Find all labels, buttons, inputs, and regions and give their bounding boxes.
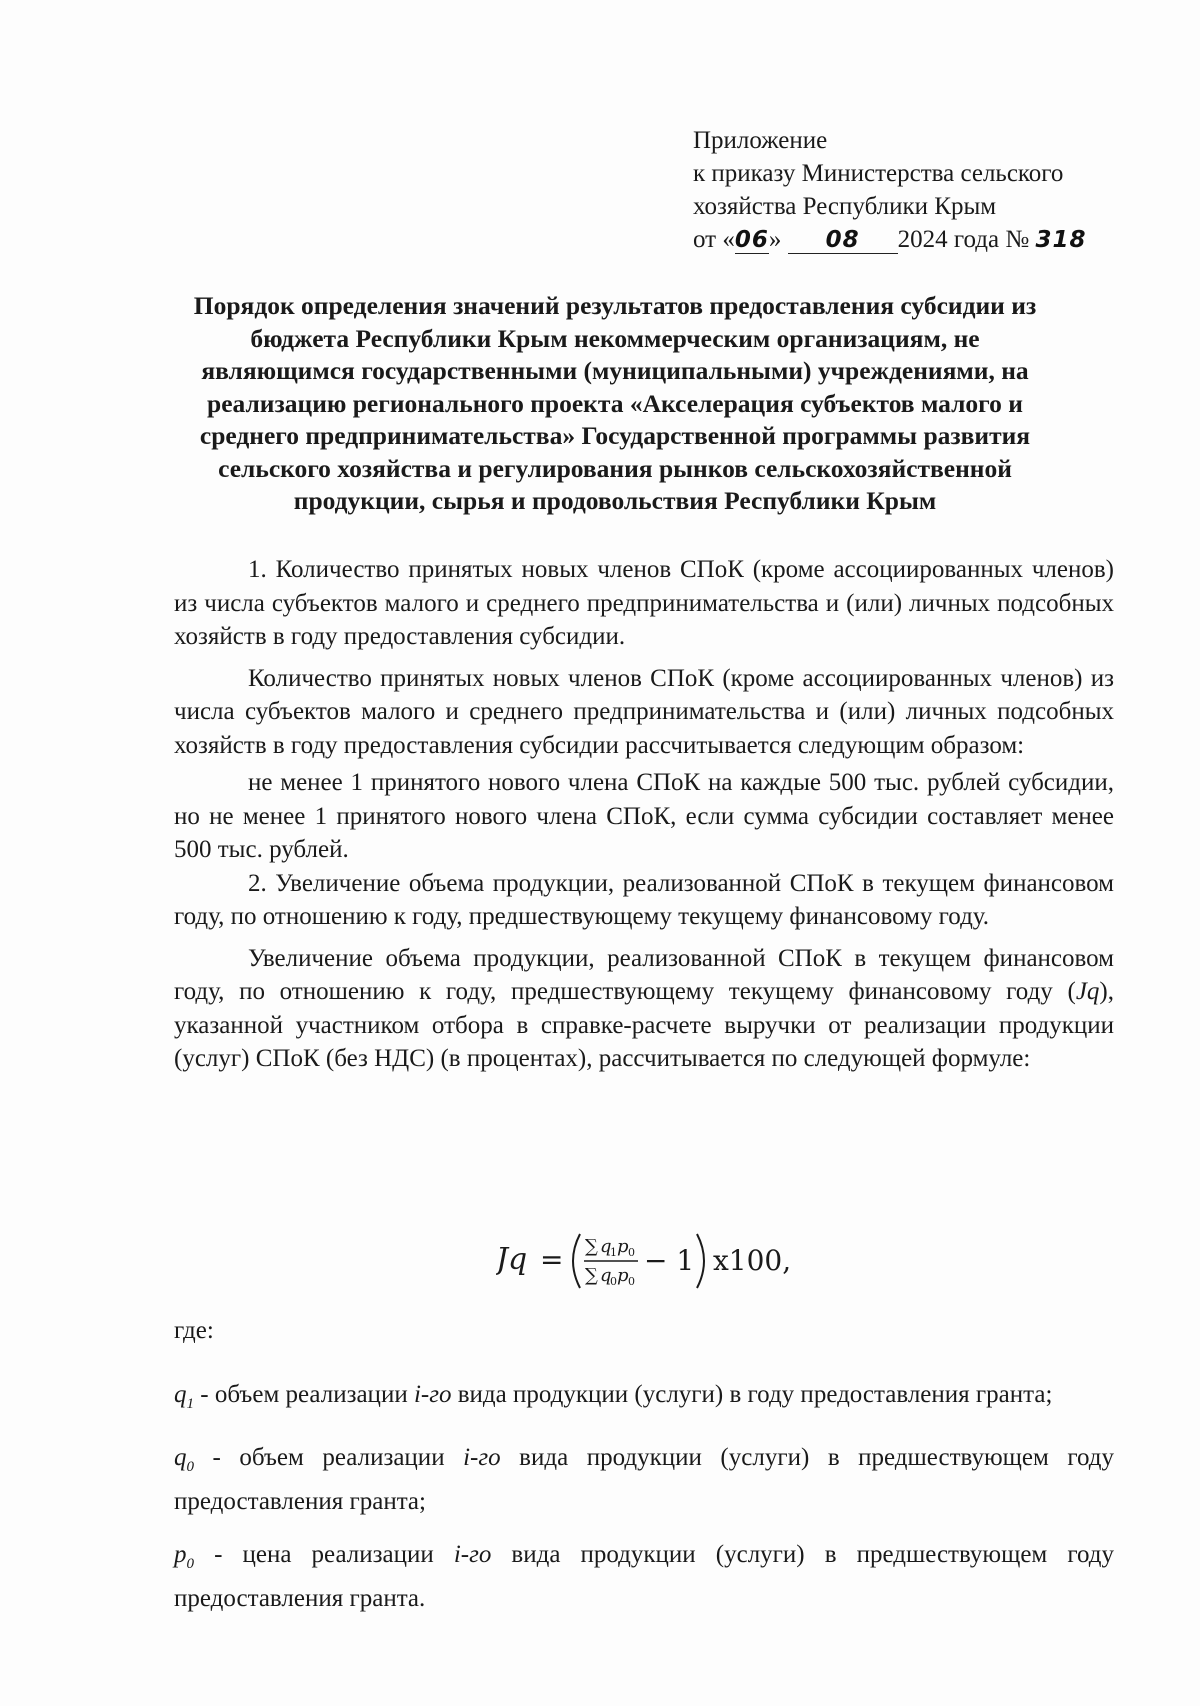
- definitions-block: [174, 1314, 1114, 1615]
- q0-letter: q: [174, 1444, 187, 1471]
- formula-num-q-sub: 1: [610, 1246, 617, 1259]
- order-number-handwritten: 318: [1035, 227, 1087, 253]
- order-date-line: [693, 223, 1086, 257]
- q0-symbol: [174, 1444, 194, 1475]
- order-reference-line: к приказу Министерства сельского: [693, 160, 1064, 187]
- title-line: реализацию регионального проекта «Акселерация субъектов малого и: [207, 388, 1023, 418]
- definition-q0: [174, 1441, 1114, 1518]
- formula-times-100: x100,: [713, 1244, 792, 1277]
- paragraph-5: [174, 942, 1114, 1076]
- definition-q1: [174, 1378, 1114, 1422]
- document-title: [150, 290, 1080, 518]
- jq-formula: [496, 1228, 836, 1294]
- formula-num-q: q: [600, 1236, 612, 1257]
- ministry-line: хозяйства Республики Крым: [693, 193, 997, 220]
- title-line: являющимся государственными (муниципальными) учреждениями, на: [201, 356, 1029, 385]
- title-line: среднего предпринимательства» Государственной программы развития: [199, 421, 1031, 450]
- q1-subscript: 1: [186, 1395, 194, 1412]
- paragraph-4: 2. Увеличение объема продукции, реализованной СПоК в текущем финансовом году, по отношению к году, предшествующему текущему финансовому году.: [174, 869, 1114, 930]
- p0-text-b: вида продукции (услуги) в предшествующем году предоставления гранта.: [174, 1541, 1114, 1612]
- q1-text-b: вида продукции (услуги) в году предоставления гранта;: [451, 1380, 1053, 1408]
- formula-num-sigma: ∑: [585, 1236, 598, 1257]
- q0-text-b: вида продукции (услуги) в предшествующем году предоставления гранта;: [174, 1444, 1114, 1515]
- date-month-handwritten: 08: [825, 227, 860, 253]
- paragraph-1: 1. Количество принятых новых членов СПоК (кроме ассоциированных членов) из числа субъектов малого и среднего предпринимательства и (или) личных подсобных хозяйств в году предоставления субсидии.: [174, 556, 1114, 650]
- p0-subscript: 0: [186, 1556, 194, 1572]
- document-body: [174, 553, 1114, 1076]
- paragraph-5-text-a: Увеличение объема продукции, реализованной СПоК в текущем финансовом году, по отношению к году, предшествующему текущему финансовому году (: [174, 944, 1114, 1005]
- formula-den-q-sub: 0: [610, 1275, 617, 1288]
- q1-letter: q: [174, 1380, 187, 1408]
- date-year-text: 2024 года №: [897, 226, 1030, 253]
- formula-block: [0, 1228, 1200, 1294]
- p0-symbol: [174, 1541, 194, 1572]
- title-line: сельского хозяйства и регулирования рынков сельскохозяйственной: [218, 453, 1012, 483]
- formula-num-p: p: [617, 1236, 629, 1257]
- date-prefix: от «: [693, 226, 735, 253]
- appendix-header: [693, 124, 1086, 257]
- p0-text-a: - цена реализации: [194, 1541, 454, 1568]
- formula-num-p-sub: 0: [628, 1246, 635, 1259]
- title-line: бюджета Республики Крым некоммерческим организациям, не: [250, 323, 980, 353]
- q1-index: i-го: [413, 1380, 452, 1408]
- formula-left-paren: [573, 1234, 580, 1288]
- date-close-quote: »: [768, 226, 782, 253]
- formula-den-sigma: ∑: [585, 1265, 598, 1286]
- formula-minus-one: − 1: [644, 1244, 695, 1277]
- paragraph-5-text-b: ), указанной участником отбора в справке-расчете выручки от реализации продукции (услуг) СПоК (без НДС) (в процентах), рассчитывается по следующей формуле:: [174, 978, 1114, 1072]
- formula-den-q: q: [600, 1265, 612, 1286]
- date-month-field: [788, 227, 898, 254]
- q0-subscript: 0: [186, 1459, 194, 1475]
- appendix-label: Приложение: [693, 127, 828, 154]
- q1-symbol: [174, 1380, 194, 1412]
- p0-letter: p: [174, 1541, 187, 1568]
- paragraph-2: Количество принятых новых членов СПоК (кроме ассоциированных членов) из числа субъектов малого и среднего предпринимательства и (или) личных подсобных хозяйств в году предоставления субсидии рассчитывается следующим образом:: [174, 664, 1114, 759]
- q0-text-a: - объем реализации: [194, 1444, 464, 1471]
- q0-index: i-го: [463, 1444, 501, 1471]
- title-line: продукции, сырья и продовольствия Республики Крым: [293, 486, 937, 515]
- title-line: Порядок определения значений результатов предоставления субсидии из: [193, 291, 1037, 320]
- q1-text-a: - объем реализации: [194, 1380, 414, 1408]
- date-day-field: [735, 227, 769, 254]
- paragraph-3: не менее 1 принятого нового члена СПоК на каждые 500 тыс. рублей субсидии, но не менее 1 принятого нового члена СПоК, если сумма субсидии составляет менее 500 тыс. рублей.: [174, 769, 1114, 863]
- formula-den-p: p: [617, 1265, 629, 1286]
- definition-p0: [174, 1538, 1114, 1615]
- paragraph-5-symbol: Jq: [1075, 978, 1100, 1005]
- formula-equals: =: [540, 1243, 564, 1276]
- date-day-handwritten: 06: [734, 227, 769, 253]
- formula-lhs: Jq: [496, 1242, 528, 1277]
- where-label: где:: [174, 1317, 214, 1344]
- formula-right-paren: [697, 1234, 704, 1288]
- formula-den-p-sub: 0: [628, 1275, 635, 1288]
- p0-index: i-го: [453, 1541, 492, 1568]
